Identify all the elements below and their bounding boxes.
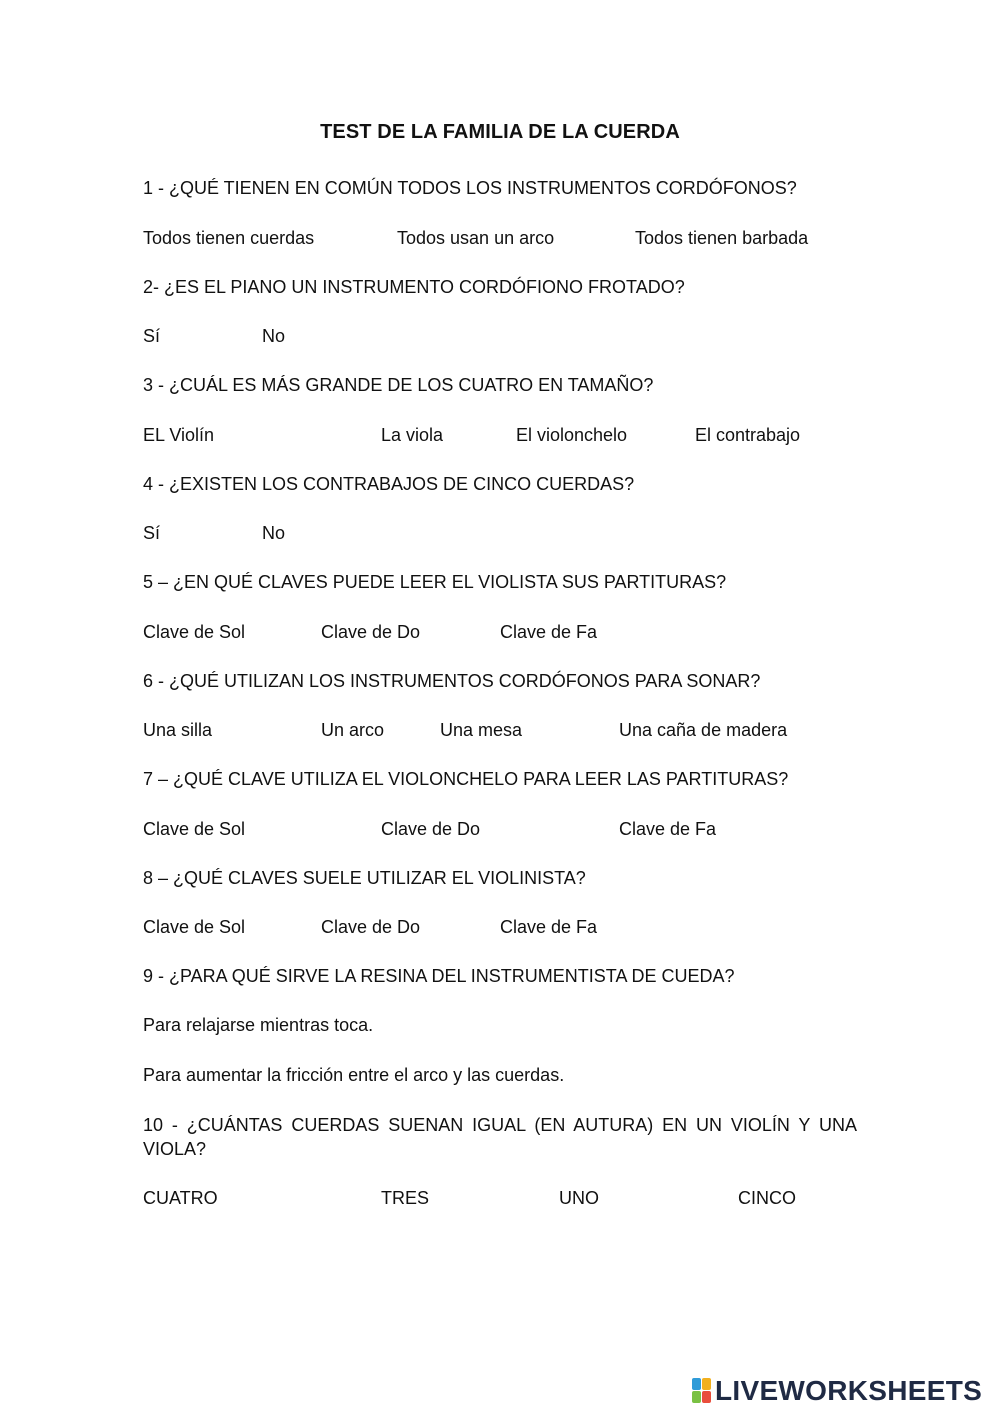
q3-option-1[interactable]: EL Violín xyxy=(143,425,215,445)
q3-option-3[interactable]: El violonchelo xyxy=(516,425,628,445)
question-6: 6 - ¿QUÉ UTILIZAN LOS INSTRUMENTOS CORDÓFONOS PARA SONAR? xyxy=(143,671,761,691)
q5-option-3[interactable]: Clave de Fa xyxy=(500,622,598,642)
q7-option-3[interactable]: Clave de Fa xyxy=(619,819,717,839)
q3-option-2[interactable]: La viola xyxy=(381,425,444,445)
question-8: 8 – ¿QUÉ CLAVES SUELE UTILIZAR EL VIOLINISTA? xyxy=(143,868,586,888)
q7-option-1[interactable]: Clave de Sol xyxy=(143,819,246,839)
logo-text: LIVEWORKSHEETS xyxy=(715,1375,983,1406)
q8-option-3[interactable]: Clave de Fa xyxy=(500,917,598,937)
question-7: 7 – ¿QUÉ CLAVE UTILIZA EL VIOLONCHELO PARA LEER LAS PARTITURAS? xyxy=(143,769,789,789)
q8-option-1[interactable]: Clave de Sol xyxy=(143,917,246,937)
q2-option-1[interactable]: Sí xyxy=(143,326,161,346)
q6-option-2[interactable]: Un arco xyxy=(321,720,385,740)
q1-option-3[interactable]: Todos tienen barbada xyxy=(635,228,809,248)
q5-option-1[interactable]: Clave de Sol xyxy=(143,622,246,642)
question-9: 9 - ¿PARA QUÉ SIRVE LA RESINA DEL INSTRUMENTISTA DE CUEDA? xyxy=(143,966,735,986)
question-4: 4 - ¿EXISTEN LOS CONTRABAJOS DE CINCO CUERDAS? xyxy=(143,474,635,494)
q10-option-3[interactable]: UNO xyxy=(559,1188,599,1208)
q6-option-3[interactable]: Una mesa xyxy=(440,720,523,740)
liveworksheets-mark-icon xyxy=(692,1378,712,1404)
q6-option-4[interactable]: Una caña de madera xyxy=(619,720,788,740)
q4-option-1[interactable]: Sí xyxy=(143,523,161,543)
question-3: 3 - ¿CUÁL ES MÁS GRANDE DE LOS CUATRO EN TAMAÑO? xyxy=(143,375,654,395)
q1-option-2[interactable]: Todos usan un arco xyxy=(397,228,555,248)
question-10: 10 - ¿CUÁNTAS CUERDAS SUENAN IGUAL (EN AUTURA) EN UN VIOLÍN Y UNA VIOLA? xyxy=(143,1115,857,1159)
question-1: 1 - ¿QUÉ TIENEN EN COMÚN TODOS LOS INSTRUMENTOS CORDÓFONOS? xyxy=(143,178,797,198)
q2-option-2[interactable]: No xyxy=(262,326,286,346)
q9-option-2[interactable]: Para aumentar la fricción entre el arco y las cuerdas. xyxy=(143,1065,565,1085)
q3-option-4[interactable]: El contrabajo xyxy=(695,425,801,445)
q5-option-2[interactable]: Clave de Do xyxy=(321,622,421,642)
q10-option-4[interactable]: CINCO xyxy=(738,1188,796,1208)
q6-option-1[interactable]: Una silla xyxy=(143,720,213,740)
q9-option-1[interactable]: Para relajarse mientras toca. xyxy=(143,1015,374,1035)
q8-option-2[interactable]: Clave de Do xyxy=(321,917,421,937)
question-2: 2- ¿ES EL PIANO UN INSTRUMENTO CORDÓFIONO FROTADO? xyxy=(143,277,685,297)
page-title: TEST DE LA FAMILIA DE LA CUERDA xyxy=(320,121,680,143)
question-5: 5 – ¿EN QUÉ CLAVES PUEDE LEER EL VIOLISTA SUS PARTITURAS? xyxy=(143,572,727,592)
liveworksheets-logo xyxy=(692,1374,982,1408)
q10-option-1[interactable]: CUATRO xyxy=(143,1188,218,1208)
q4-option-2[interactable]: No xyxy=(262,523,286,543)
q1-option-1[interactable]: Todos tienen cuerdas xyxy=(143,228,315,248)
q7-option-2[interactable]: Clave de Do xyxy=(381,819,481,839)
q10-option-2[interactable]: TRES xyxy=(381,1188,430,1208)
